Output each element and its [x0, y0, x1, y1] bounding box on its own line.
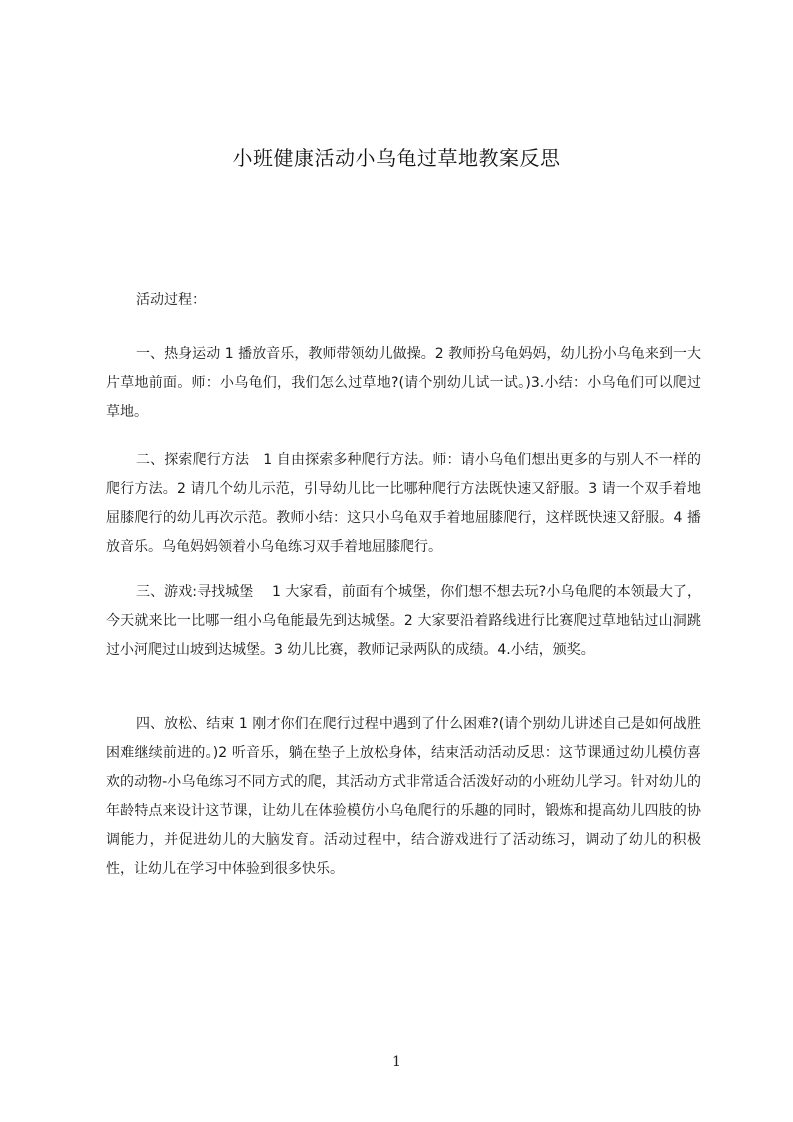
paragraph-relax-reflection: 四、放松、结束 1 刚才你们在爬行过程中遇到了什么困难?(请个别幼儿讲述自己是如何战胜困难继续前进的。)2 听音乐，躺在垫子上放松身体，结束活动活动反思：这节课通过幼儿模仿喜欢的动物-小乌龟练习不同方式的爬，其活动方式非常适合活泼好动的小班幼儿学习。针对幼儿的年龄特点来设计这节课，让幼儿在体验模仿小乌龟爬行的乐趣的同时，锻炼和提高幼儿四肢的协调能力，并促进幼儿的大脑发育。活动过程中，结合游戏进行了活动练习，调动了幼儿的积极性，让幼儿在学习中体验到很多快乐。 — [106, 716, 701, 877]
intro-heading: 活动过程： — [136, 292, 206, 308]
page-title: 小班健康活动小乌龟过草地教案反思 — [232, 146, 561, 170]
paragraph-game-castle: 三、游戏:寻找城堡 1 大家看，前面有个城堡，你们想不想去玩?小乌龟爬的本领最大了，今天就来比一比哪一组小乌龟能最先到达城堡。2 大家要沿着路线进行比赛爬过草地钻过山洞跳过小河爬过山坡到达城堡。3 幼儿比赛，教师记录两队的成绩。4.小结，颁奖。 — [106, 584, 701, 658]
page-number: 1 — [392, 1054, 401, 1070]
paragraph-explore-crawling: 二、探索爬行方法 1 自由探索多种爬行方法。师：请小乌龟们想出更多的与别人不一样的爬行方法。2 请几个幼儿示范，引导幼儿比一比哪种爬行方法既快速又舒服。3 请一个双手着地屈膝爬行的幼儿再次示范。教师小结：这只小乌龟双手着地屈膝爬行，这样既快速又舒服。4 播放音乐。乌龟妈妈领着小乌龟练习双手着地屈膝爬行。 — [106, 452, 701, 555]
paragraph-warmup: 一、热身运动 1 播放音乐，教师带领幼儿做操。2 教师扮乌龟妈妈，幼儿扮小乌龟来到一大片草地前面。师：小乌龟们，我们怎么过草地?(请个别幼儿试一试。)3.小结：小乌龟们可以爬过草地。 — [106, 346, 701, 420]
